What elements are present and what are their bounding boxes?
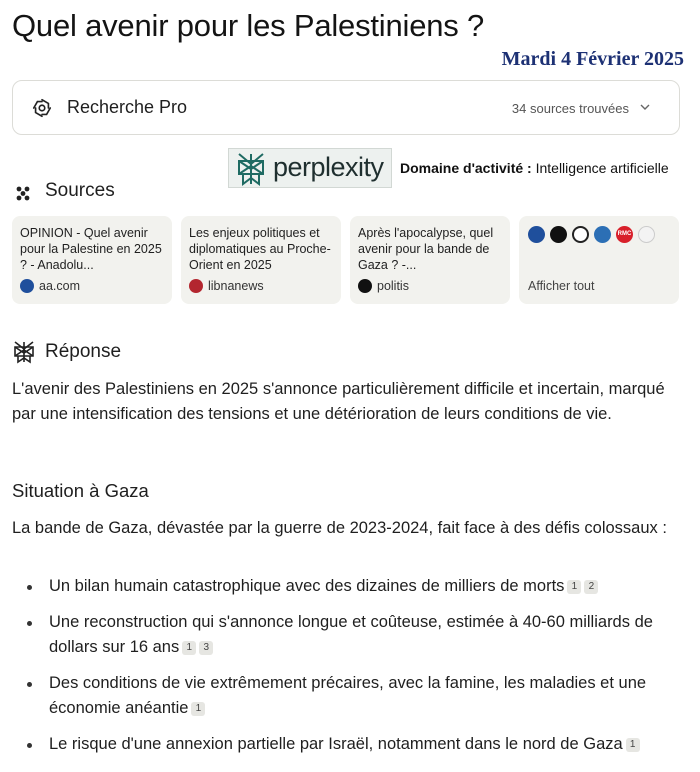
globe-icon (572, 226, 589, 243)
bullet-text: Des conditions de vie extrêmement précaires, avec la famine, les maladies et une économie anéantie (49, 674, 647, 717)
perplexity-logo (228, 148, 392, 188)
show-all-sources-card[interactable] (519, 216, 679, 304)
page-title: Quel avenir pour les Palestiniens ? (12, 8, 485, 43)
answer-heading: Réponse (45, 341, 122, 362)
citation-badge[interactable]: 2 (584, 580, 598, 594)
sources-heading: Sources (45, 180, 115, 201)
source-card-title: OPINION - Quel avenir pour la Palestine en 2025 ? - Anadolu... (20, 226, 162, 272)
politis-favicon-icon (550, 226, 567, 243)
bullet-text: Une reconstruction qui s'annonce longue et coûteuse, estimée à 40-60 milliards de dollars sur 16 ans (49, 613, 653, 656)
source-card-title: Après l'apocalypse, quel avenir pour la bande de Gaza ? -... (358, 226, 494, 272)
source-cards (12, 216, 688, 304)
libnanews-favicon-icon (189, 279, 203, 293)
brand-name: perplexity (273, 152, 384, 182)
source-card-origin (20, 279, 80, 293)
citation-badge[interactable]: 1 (191, 702, 205, 716)
section-intro: La bande de Gaza, dévastée par la guerre de 2023-2024, fait face à des défis colossaux : (12, 519, 667, 537)
source-card-origin (358, 279, 409, 293)
aa-favicon-icon (528, 226, 545, 243)
pro-search-label: Recherche Pro (67, 97, 188, 117)
domain-label: Domaine d'activité : (400, 160, 532, 176)
pro-search-panel[interactable] (12, 80, 680, 135)
site-favicon-icon (638, 226, 655, 243)
aa-favicon-icon (20, 279, 34, 293)
sources-icon (14, 184, 32, 202)
source-card[interactable] (12, 216, 172, 304)
answer-intro: L'avenir des Palestiniens en 2025 s'annonce particulièrement difficile et incertain, marqué par une intensification des tensions et une détérioration de leurs conditions de vie. (12, 380, 665, 423)
rmc-favicon-icon: RMC (616, 226, 633, 243)
pro-search-icon (31, 97, 53, 119)
bullet-text: Le risque d'une annexion partielle par Israël, notamment dans le nord de Gaza (49, 735, 623, 753)
citation-badge[interactable]: 1 (182, 641, 196, 655)
source-name: libnanews (208, 279, 264, 293)
sources-count[interactable]: 34 sources trouvées (511, 101, 629, 116)
answer-bullets (12, 574, 692, 768)
section-title: Situation à Gaza (12, 480, 149, 501)
source-card[interactable] (350, 216, 510, 304)
show-all-link[interactable]: Afficher tout (528, 279, 595, 293)
citation-badge[interactable]: 1 (626, 738, 640, 752)
list-item (12, 671, 692, 721)
perplexity-logo-icon (235, 152, 267, 186)
domain-activity (400, 160, 669, 176)
politis-favicon-icon (358, 279, 372, 293)
source-card[interactable] (181, 216, 341, 304)
source-card-origin (189, 279, 264, 293)
citation-badge[interactable]: 3 (199, 641, 213, 655)
source-name: aa.com (39, 279, 80, 293)
perplexity-answer-icon (12, 340, 36, 364)
chevron-down-icon[interactable] (639, 101, 651, 113)
favicon-stack (528, 226, 655, 243)
news-favicon-icon (594, 226, 611, 243)
bullet-text: Un bilan humain catastrophique avec des dizaines de milliers de morts (49, 577, 565, 595)
list-item (12, 574, 692, 599)
list-item (12, 610, 692, 660)
citation-badge[interactable]: 1 (567, 580, 581, 594)
source-card-title: Les enjeux politiques et diplomatiques au Proche-Orient en 2025 (189, 226, 331, 272)
source-name: politis (377, 279, 409, 293)
domain-value: Intelligence artificielle (535, 160, 669, 176)
date-label: Mardi 4 Février 2025 (501, 48, 684, 70)
list-item (12, 732, 692, 757)
